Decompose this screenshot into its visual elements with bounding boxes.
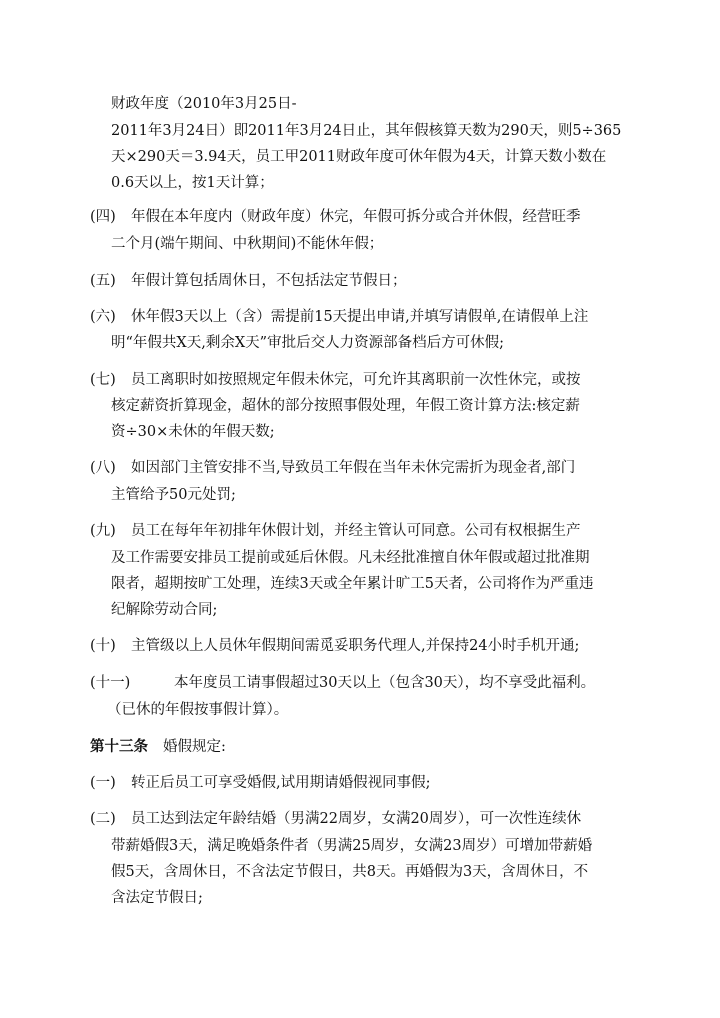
item-marker: (一) bbox=[90, 775, 116, 791]
item-line: 含法定节假日; bbox=[111, 890, 203, 906]
item-marker: (二) bbox=[90, 811, 116, 827]
intro-line: 0.6天以上，按1天计算； bbox=[111, 175, 274, 191]
item-marker: (十一) bbox=[90, 675, 131, 691]
item-line: 员工离职时如按照规定年假未休完，可允许其离职前一次性休完，或按 bbox=[131, 372, 581, 388]
item-marker: (六) bbox=[90, 309, 116, 325]
item-marker: (七) bbox=[90, 372, 116, 388]
item-line: 纪解除劳动合同; bbox=[111, 602, 218, 618]
item-marker: (十) bbox=[90, 638, 116, 654]
item-line: 限者，超期按旷工处理，连续3天或全年累计旷工5天者，公司将作为严重违 bbox=[111, 576, 594, 592]
item-line: 主管级以上人员休年假期间需觅妥职务代理人,并保持24小时手机开通; bbox=[131, 638, 580, 654]
item-line: 如因部门主管安排不当,导致员工年假在当年未休完需折为现金者,部门 bbox=[131, 460, 576, 476]
item-line: 休年假3天以上（含）需提前15天提出申请,并填写请假单,在请假单上注 bbox=[131, 309, 589, 325]
item-line: 转正后员工可享受婚假,试用期请婚假视同事假; bbox=[131, 775, 431, 791]
intro-line: 财政年度（2010年3月25日- bbox=[111, 96, 297, 112]
item-marker: (五) bbox=[90, 273, 116, 289]
item-marker: (八) bbox=[90, 460, 116, 476]
intro-line: 天×290天＝3.94天，员工甲2011财政年度可休年假为4天，计算天数小数在 bbox=[111, 149, 607, 165]
item-marker: (四) bbox=[90, 209, 116, 225]
item-line: 二个月(端午期间、中秋期间)不能休年假； bbox=[111, 236, 384, 252]
intro-line: 2011年3月24日）即2011年3月24日止，其年假核算天数为290天，则5÷365 bbox=[111, 123, 622, 139]
item-line: 核定薪资折算现金，超休的部分按照事假处理，年假工资计算方法:核定薪 bbox=[111, 398, 580, 414]
item-line: 本年度员工请事假超过30天以上（包含30天），均不享受此福利。 bbox=[174, 675, 596, 691]
item-line: 及工作需要安排员工提前或延后休假。凡未经批准擅自休年假或超过批准期 bbox=[111, 550, 590, 566]
article-title: 婚假规定: bbox=[163, 739, 226, 755]
item-line: 年假在本年度内（财政年度）休完，年假可拆分或合并休假，经营旺季 bbox=[131, 209, 581, 225]
article-number: 第十三条 bbox=[90, 738, 148, 755]
item-line: 员工在每年年初排年休假计划，并经主管认可同意。公司有权根据生产 bbox=[131, 523, 581, 539]
item-line: 主管给予50元处罚; bbox=[111, 487, 236, 503]
item-marker: (九) bbox=[90, 523, 116, 539]
item-line: 带薪婚假3天，满足晚婚条件者（男满25周岁，女满23周岁）可增加带薪婚 bbox=[111, 838, 593, 854]
item-line: 员工达到法定年龄结婚（男满22周岁，女满20周岁），可一次性连续休 bbox=[131, 811, 582, 827]
item-line: 资÷30×未休的年假天数; bbox=[111, 424, 275, 440]
item-line: 假5天，含周休日，不含法定节假日，共8天。再婚假为3天，含周休日，不 bbox=[111, 864, 589, 880]
item-line: 明“年假共X天,剩余X天”审批后交人力资源部备档后方可休假; bbox=[111, 335, 504, 351]
item-line: 年假计算包括周休日，不包括法定节假日； bbox=[131, 273, 407, 289]
item-line: （已休的年假按事假计算）。 bbox=[107, 702, 289, 718]
